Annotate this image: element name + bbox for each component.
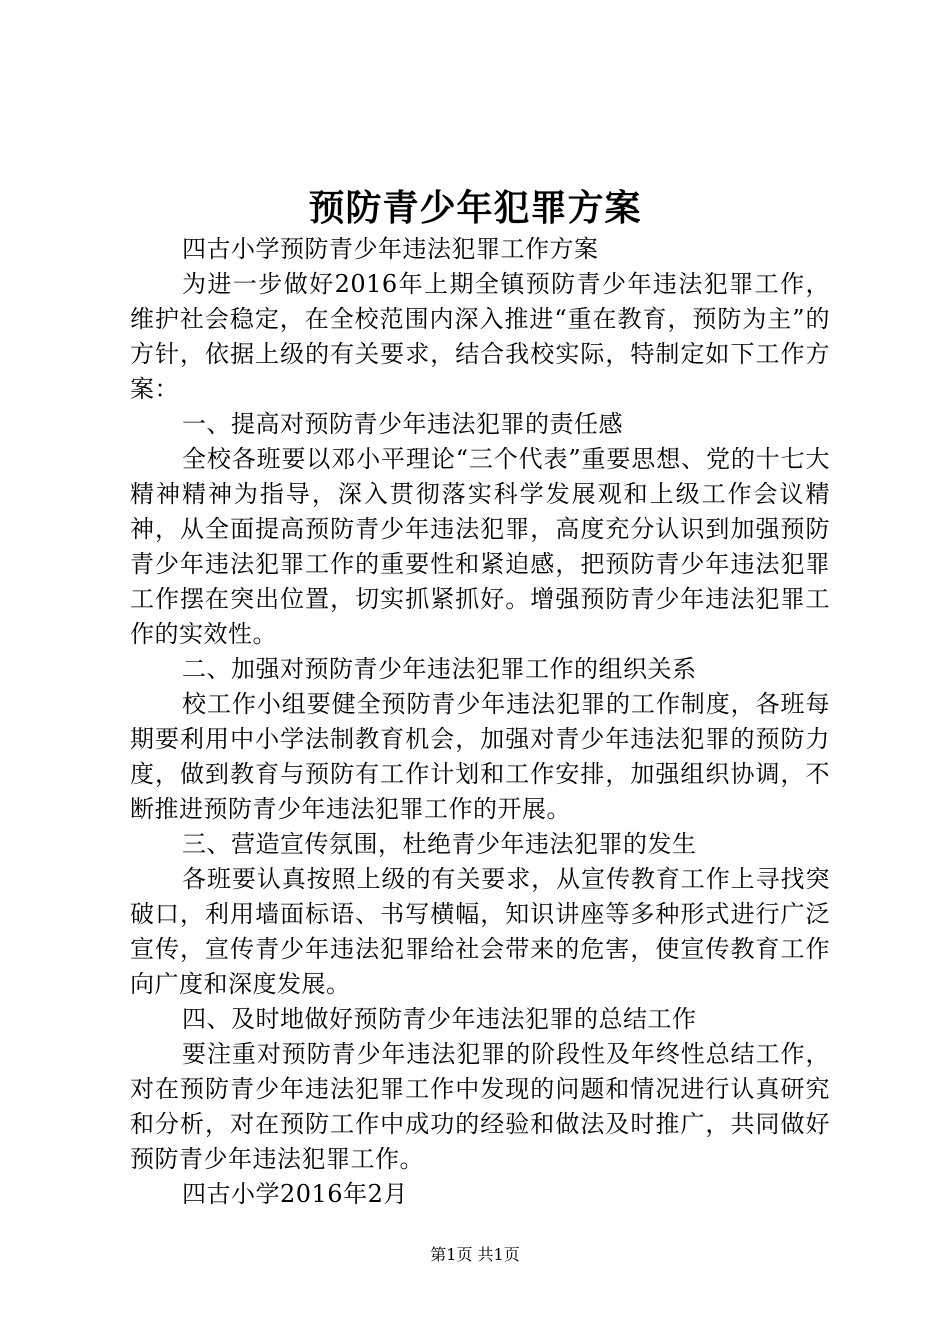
signature-date: 四古小学2016年2月	[182, 1180, 408, 1208]
section-3-heading: 三、营造宣传氛围，杜绝青少年违法犯罪的发生	[182, 830, 697, 858]
section-4-heading: 四、及时地做好预防青少年违法犯罪的总结工作	[182, 1005, 697, 1033]
plan-heading: 四古小学预防青少年违法犯罪工作方案	[182, 235, 599, 263]
section-3-paragraph: 各班要认真按照上级的有关要求，从宣传教育工作上寻找突破口，利用墙面标语、书写横幅，知识讲座等多种形式进行广泛宣传，宣传青少年违法犯罪给社会带来的危害，使宣传教育工作向广度和深度发展。	[130, 865, 830, 998]
section-2-paragraph: 校工作小组要健全预防青少年违法犯罪的工作制度，各班每期要利用中小学法制教育机会，加强对青少年违法犯罪的预防力度，做到教育与预防有工作计划和工作安排，加强组织协调，不断推进预防青少年违法犯罪工作的开展。	[130, 690, 830, 823]
page-number-footer: 第1页 共1页	[430, 1245, 520, 1264]
section-4-paragraph: 要注重对预防青少年违法犯罪的阶段性及年终性总结工作，对在预防青少年违法犯罪工作中发现的问题和情况进行认真研究和分析，对在预防工作中成功的经验和做法及时推广，共同做好预防青少年违法犯罪工作。	[130, 1040, 830, 1173]
document-body	[130, 232, 830, 1212]
section-2-heading: 二、加强对预防青少年违法犯罪工作的组织关系	[182, 655, 697, 683]
intro-paragraph: 为进一步做好2016年上期全镇预防青少年违法犯罪工作，维护社会稳定，在全校范围内深入推进“重在教育，预防为主”的方针，依据上级的有关要求，结合我校实际，特制定如下工作方案：	[130, 270, 830, 403]
section-1-paragraph: 全校各班要以邓小平理论“三个代表”重要思想、党的十七大精神精神为指导，深入贯彻落实科学发展观和上级工作会议精神，从全面提高预防青少年违法犯罪，高度充分认识到加强预防青少年违法犯罪工作的重要性和紧迫感，把预防青少年违法犯罪工作摆在突出位置，切实抓紧抓好。增强预防青少年违法犯罪工作的实效性。	[130, 445, 830, 648]
document-title: 预防青少年犯罪方案	[308, 187, 642, 229]
section-1-heading: 一、提高对预防青少年违法犯罪的责任感	[182, 410, 623, 438]
